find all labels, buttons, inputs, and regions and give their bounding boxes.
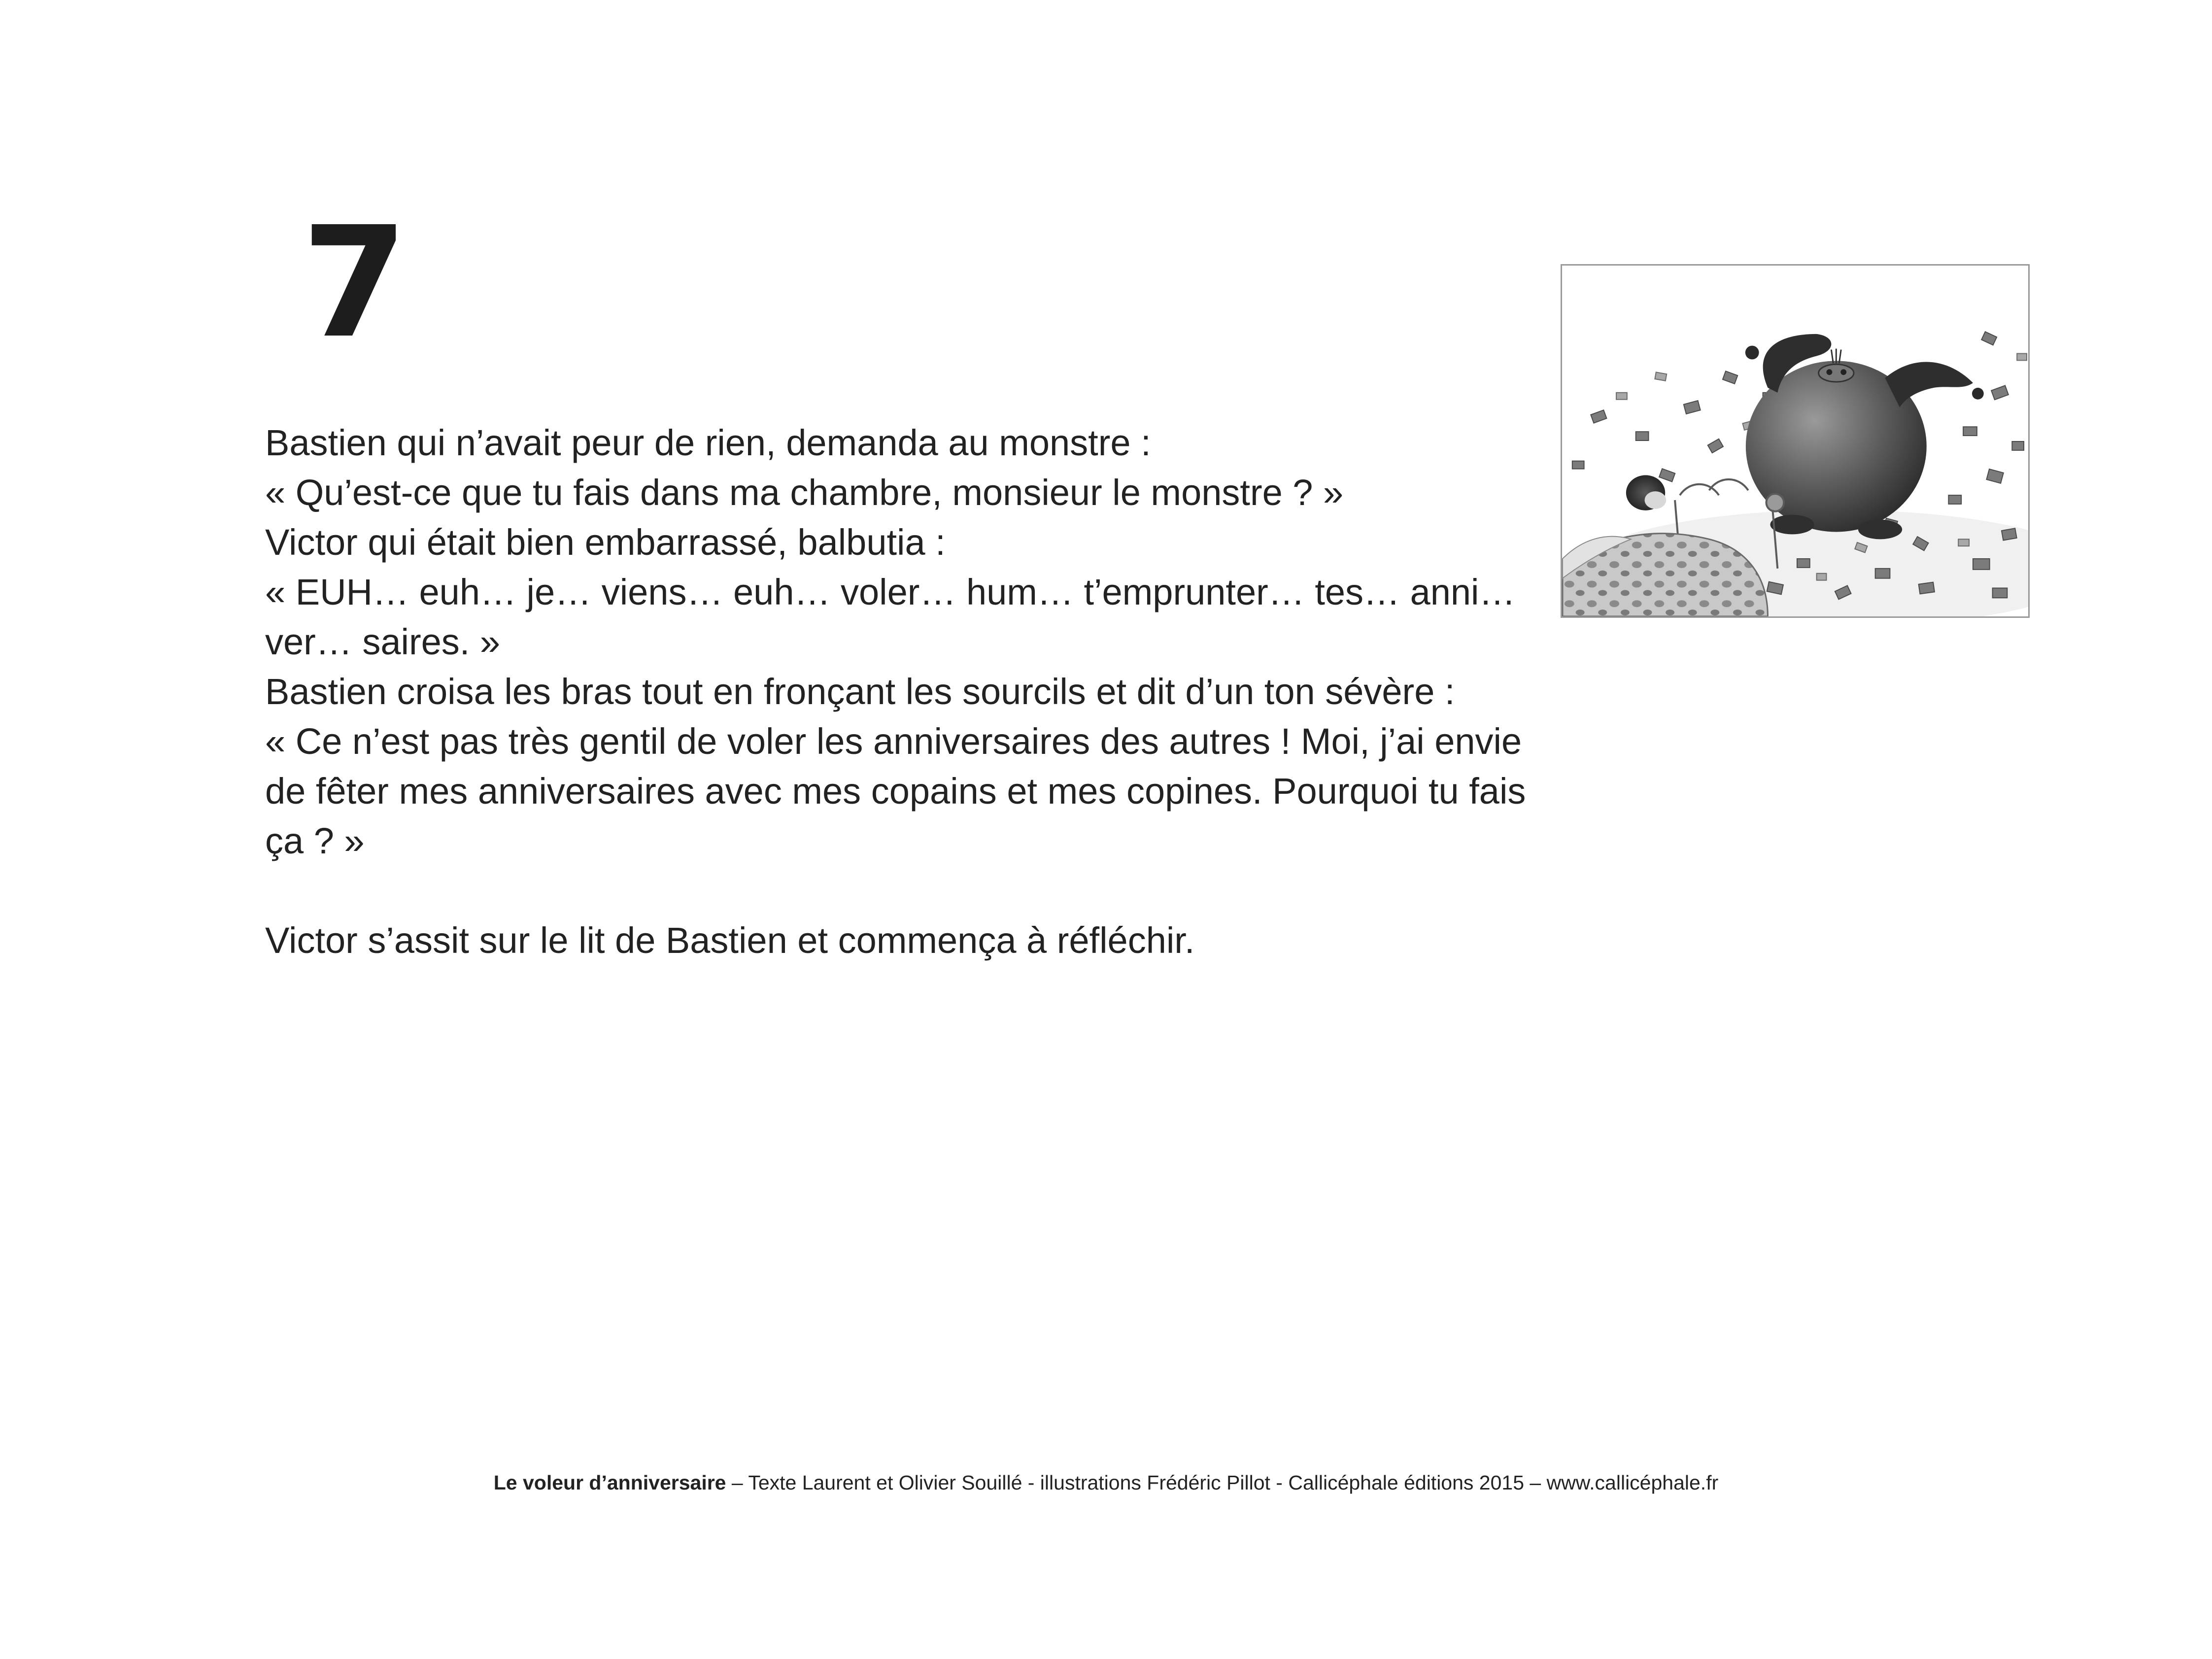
page-number: 7 bbox=[302, 194, 406, 372]
monster-illustration bbox=[1561, 264, 2030, 618]
book-title: Le voleur d’anniversaire bbox=[493, 1471, 726, 1494]
story-text bbox=[265, 418, 1566, 965]
paragraph-gap bbox=[265, 866, 1566, 915]
monster-illustration-icon bbox=[1562, 266, 2028, 616]
story-line: de fêter mes anniversaires avec mes copains et mes copines. Pourquoi tu fais bbox=[265, 771, 1526, 812]
story-closing-line: Victor s’assit sur le lit de Bastien et commença à réfléchir. bbox=[265, 920, 1195, 961]
story-line: « Qu’est-ce que tu fais dans ma chambre, monsieur le monstre ? » bbox=[265, 472, 1344, 513]
story-line: Bastien qui n’avait peur de rien, demanda au monstre : bbox=[265, 422, 1151, 463]
story-line: Bastien croisa les bras tout en fronçant les sourcils et dit d’un ton sévère : bbox=[265, 671, 1455, 712]
credits-line bbox=[0, 1470, 2212, 1495]
credits-text: – Texte Laurent et Olivier Souillé - illustrations Frédéric Pillot - Callicéphale éditions 2015 – www.callicéphale.fr bbox=[726, 1471, 1719, 1494]
story-line: « Ce n’est pas très gentil de voler les anniversaires des autres ! Moi, j’ai envie bbox=[265, 721, 1522, 762]
story-line: ça ? » bbox=[265, 820, 365, 861]
story-line: « EUH… euh… je… viens… euh… voler… hum… t’emprunter… tes… anni… bbox=[265, 572, 1516, 612]
story-line: Victor qui était bien embarrassé, balbutia : bbox=[265, 522, 946, 563]
story-line: ver… saires. » bbox=[265, 621, 501, 662]
